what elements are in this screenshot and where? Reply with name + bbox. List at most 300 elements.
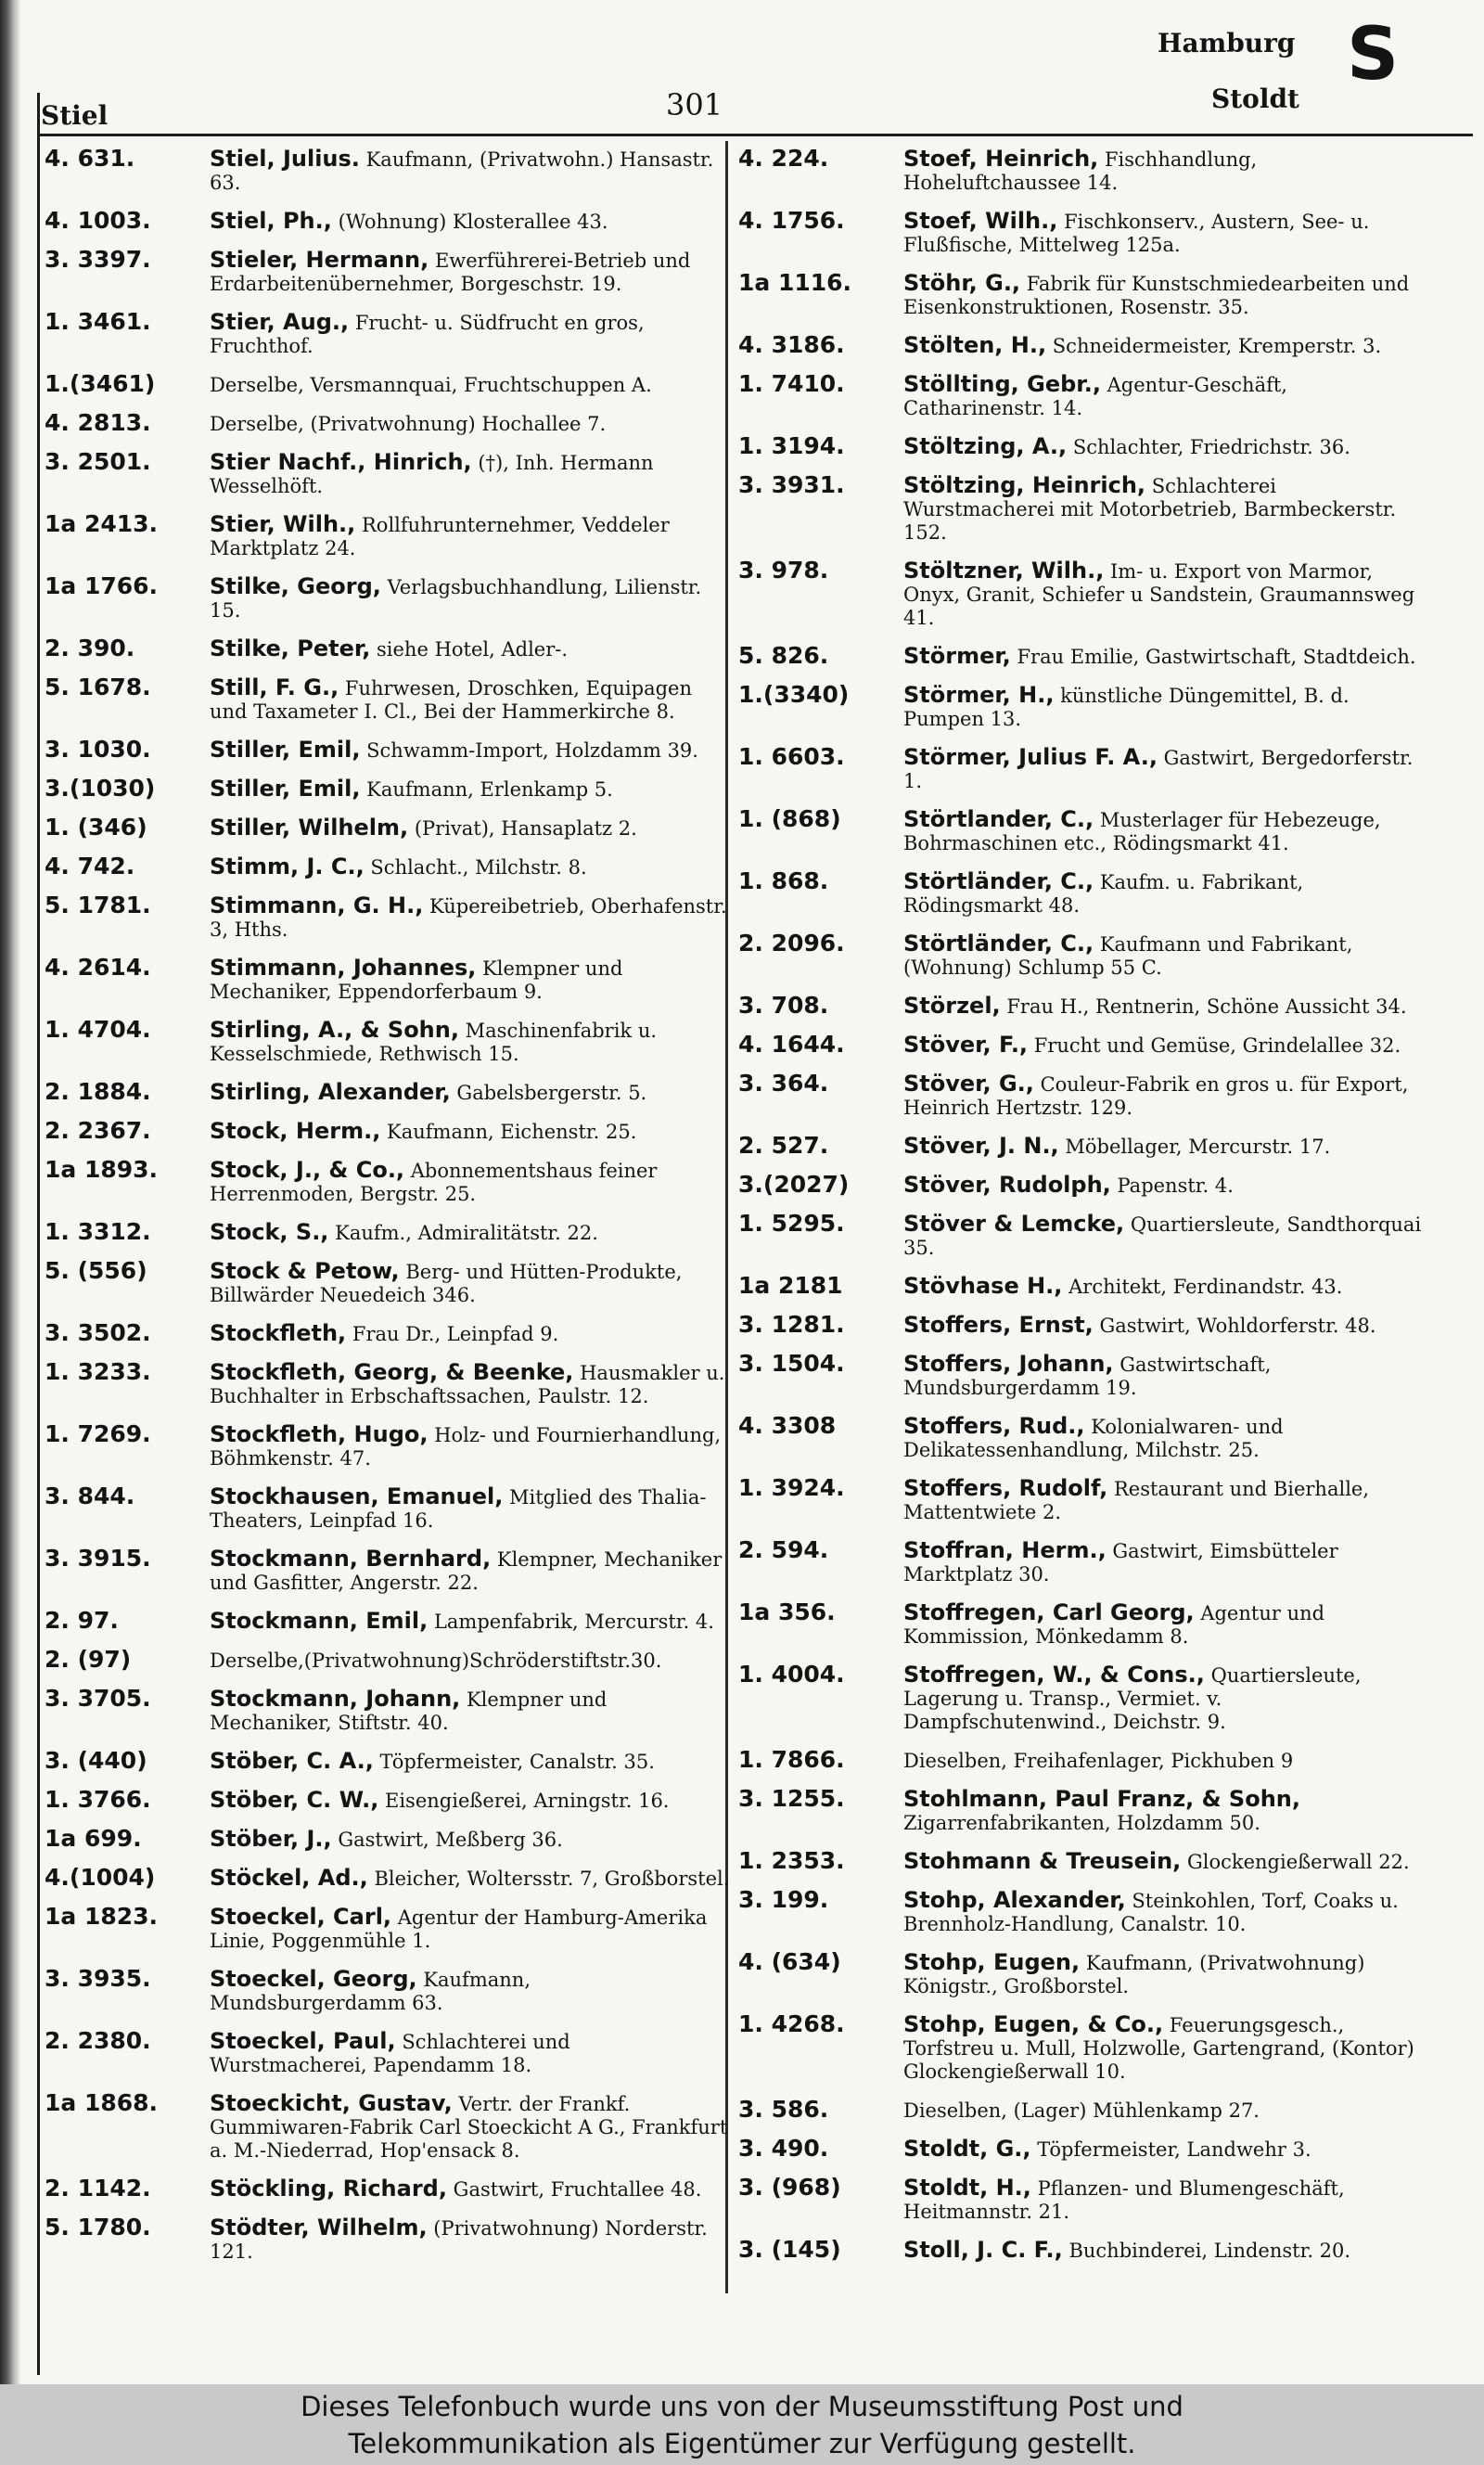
directory-entry [738,931,1425,980]
subscriber-details: Kaufm. u. Fabrikant, Rödingsmarkt 48. [903,871,1304,917]
subscriber-details: Couleur-Fabrik en gros u. für Export, Heinrich Hertzstr. 129. [903,1073,1409,1119]
directory-entry [738,1476,1425,1524]
phone-number: 1a 356. [738,1598,836,1625]
directory-entry [45,1259,731,1307]
phone-number: 4. 3308 [738,1412,837,1439]
subscriber-details: Kaufmann, Eichenstr. 25. [387,1121,637,1143]
subscriber-details: Fabrik für Kunstschmiedearbeiten und Eisenkonstruktionen, Rosenstr. 35. [903,273,1410,318]
subscriber-name: Stieler, Hermann, [210,247,429,273]
subscriber-details: (Privatwohnung) Norderstr. 121. [210,2217,708,2263]
phone-number: 1. 5295. [738,1210,845,1237]
directory-entry [738,1849,1425,1874]
subscriber-details: Derselbe, Versmannquai, Fruchtschuppen A. [210,374,652,396]
directory-entry [738,558,1425,630]
phone-number: 1. 6603. [738,743,845,770]
page-header [0,0,1484,139]
directory-entry [45,2215,731,2264]
phone-number: 1. 4268. [738,2010,845,2037]
directory-entry [45,815,731,841]
subscriber-details: Architekt, Ferdinandstr. 43. [1068,1276,1343,1298]
phone-number: 1. 3194. [738,432,845,459]
phone-number: 3. 1255. [738,1785,845,1812]
directory-entry [45,2091,731,2163]
phone-number: 3. 978. [738,557,829,584]
phone-number: 1. 7269. [45,1420,151,1447]
subscriber-details: Im- u. Export von Marmor, Onyx, Granit, Schiefer u Sandstein, Graumannsweg 41. [903,560,1415,629]
subscriber-details: Bleicher, Woltersstr. 7, Großborstel. [374,1868,730,1890]
phone-number: 1. 2353. [738,1847,845,1874]
subscriber-name: Stoef, Wilh., [903,208,1058,234]
phone-number: 1. 3924. [738,1474,845,1501]
phone-number: 4. (634) [738,1948,841,1975]
phone-number: 4. 2813. [45,409,151,436]
phone-number: 4. 2614. [45,954,151,981]
phone-number: 2. 594. [738,1536,829,1563]
directory-entry [45,574,731,623]
subscriber-name: Stockmann, Johann, [210,1686,461,1712]
subscriber-name: Stohp, Alexander, [903,1887,1126,1913]
subscriber-details: Dieselben, (Lager) Mühlenkamp 27. [903,2099,1260,2122]
directory-entry [45,1749,731,1774]
subscriber-name: Stöber, C. W., [210,1787,379,1813]
subscriber-details: Papenstr. 4. [1117,1175,1234,1197]
subscriber-name: Stoll, J. C. F., [903,2237,1063,2263]
directory-entry [738,1600,1425,1649]
subscriber-name: Stöber, J., [210,1826,332,1852]
subscriber-name: Stiel, Ph., [210,208,332,234]
phone-number: 3. 490. [738,2135,829,2162]
directory-entry [45,1360,731,1408]
subscriber-name: Stoffers, Rud., [903,1413,1085,1439]
subscriber-name: Stockhausen, Emanuel, [210,1483,504,1509]
subscriber-name: Stilke, Peter, [210,636,371,661]
subscriber-details: Kolonialwaren- und Delikatessenhandlung, Milchstr. 25. [903,1416,1284,1461]
subscriber-name: Stödter, Wilhelm, [210,2215,428,2240]
phone-number: 1. 3461. [45,308,151,335]
directory-entry [738,1134,1425,1159]
subscriber-details: Töpfermeister, Landwehr 3. [1037,2138,1311,2161]
subscriber-details: siehe Hotel, Adler-. [377,638,569,661]
phone-number: 3. 3397. [45,246,151,273]
directory-entry [738,1173,1425,1198]
subscriber-details: Frau H., Rentnerin, Schöne Aussicht 34. [1006,995,1407,1018]
subscriber-details: Vertr. der Frankf. Gummiwaren-Fabrik Carl Stoeckicht A G., Frankfurt a. M.-Niederrad, Hop'ensack 8. [210,2093,728,2162]
subscriber-details: Quartiersleute, Lagerung u. Transp., Vermiet. v. Dampfschutenwind., Deichstr. 9. [903,1664,1362,1733]
subscriber-details: Gastwirtschaft, Mundsburgerdamm 19. [903,1354,1272,1399]
subscriber-details: Agentur-Geschäft, Catharinenstr. 14. [903,374,1287,419]
subscriber-name: Störtlander, C., [903,806,1094,832]
subscriber-details: Schneidermeister, Kremperstr. 3. [1052,335,1382,357]
subscriber-details: Maschinenfabrik u. Kesselschmiede, Rethwisch 15. [210,1020,658,1065]
phone-number: 3. 1281. [738,1311,845,1338]
subscriber-name: Stöllting, Gebr., [903,371,1101,397]
right-column [738,147,1425,2277]
subscriber-details: Kaufmann, Erlenkamp 5. [366,778,613,801]
directory-entry [738,869,1425,918]
phone-number: 5. 826. [738,642,829,669]
directory-entry [738,2012,1425,2084]
subscriber-details: Frucht- u. Südfrucht en gros, Fruchthof. [210,312,645,357]
subscriber-name: Stockfleth, Hugo, [210,1421,429,1447]
subscriber-details: Verlagsbuchhandlung, Lilienstr. 15. [210,576,702,622]
subscriber-name: Stoffers, Johann, [903,1351,1114,1377]
subscriber-name: Stoeckel, Georg, [210,1966,417,1992]
subscriber-name: Stoef, Heinrich, [903,146,1099,172]
phone-number: 4. 742. [45,853,135,879]
subscriber-details: Küpereibetrieb, Oberhafenstr. 3, Hths. [210,895,727,941]
phone-number: 2. 1142. [45,2175,151,2202]
left-guide-word: Stiel [41,100,109,131]
subscriber-name: Störzel, [903,993,1001,1019]
subscriber-name: Stohp, Eugen, & Co., [903,2011,1164,2037]
phone-number: 3. 2501. [45,448,151,475]
subscriber-name: Stier Nachf., Hinrich, [210,449,472,475]
phone-number: 1a 699. [45,1825,142,1852]
subscriber-details: Gastwirt, Eimsbütteler Marktplatz 30. [903,1540,1338,1586]
subscriber-name: Stiller, Emil, [210,776,361,802]
directory-entry [738,1663,1425,1734]
directory-entry [45,675,731,724]
directory-entry [45,893,731,942]
subscriber-name: Stoffran, Herm., [903,1537,1107,1563]
subscriber-details: Agentur der Hamburg-Amerika Linie, Poggenmühle 1. [210,1907,708,1952]
phone-number: 5. 1678. [45,674,151,700]
subscriber-name: Stock, J., & Co., [210,1157,405,1183]
phone-number: 1. 4704. [45,1016,151,1043]
phone-number: 5. 1781. [45,892,151,918]
phone-number: 4. 631. [45,145,135,172]
phone-number: 1. (346) [45,814,147,841]
phone-number: 3. 708. [738,992,829,1019]
subscriber-name: Stoeckel, Paul, [210,2028,396,2054]
directory-entry [738,1950,1425,1998]
subscriber-name: Stimmann, G. H., [210,892,424,918]
directory-entry [45,738,731,763]
subscriber-details: Quartiersleute, Sandthorquai 35. [903,1213,1422,1259]
subscriber-name: Stiel, Julius. [210,146,360,172]
phone-number: 3. 364. [738,1070,829,1097]
subscriber-details: (Privat), Hansaplatz 2. [414,817,637,840]
subscriber-name: Stöltzner, Wilh., [903,558,1105,584]
phone-number: 3. 199. [738,1886,829,1913]
subscriber-name: Störmer, [903,643,1011,669]
directory-entry [45,2176,731,2202]
subscriber-name: Stöhr, G., [903,270,1021,296]
phone-number: 3. 1504. [738,1350,845,1377]
phone-number: 3. (968) [738,2174,841,2201]
phone-number: 4. 1756. [738,207,845,234]
subscriber-name: Stockfleth, Georg, & Beenke, [210,1359,574,1385]
phone-number: 3. 586. [738,2096,829,2123]
subscriber-details: Schlachterei und Wurstmacherei, Papendamm 18. [210,2031,570,2076]
subscriber-details: Gastwirt, Wohldorferstr. 48. [1099,1315,1376,1337]
subscriber-details: Musterlager für Hebezeuge, Bohrmaschinen etc., Rödingsmarkt 41. [903,809,1381,854]
subscriber-details: Frau Dr., Leinpfad 9. [352,1323,559,1345]
phone-number: 3. (145) [738,2236,841,2263]
phone-number: 2. 2096. [738,930,845,956]
phone-number: 1.(3340) [738,681,850,708]
directory-entry [738,209,1425,257]
subscriber-name: Stöckling, Richard, [210,2176,447,2202]
directory-entry [45,209,731,234]
phone-number: 2. 2380. [45,2027,151,2054]
subscriber-details: Ewerführerei-Betrieb und Erdarbeitenübernehmer, Borgeschstr. 19. [210,250,691,295]
phone-number: 3. 844. [45,1483,135,1509]
section-letter: S [1347,13,1400,96]
directory-entry [45,1080,731,1105]
subscriber-name: Stohp, Eugen, [903,1949,1081,1975]
subscriber-name: Stock, Herm., [210,1118,381,1144]
subscriber-name: Stoldt, G., [903,2136,1031,2162]
phone-number: 1. 7866. [738,1746,845,1773]
subscriber-name: Stöltzing, A., [903,433,1068,459]
directory-entry [45,248,731,296]
phone-number: 2. 390. [45,635,135,661]
header-rule [37,134,1473,136]
directory-entry [738,333,1425,358]
directory-entry [738,1212,1425,1260]
directory-entry [45,1321,731,1346]
phone-number: 1. 7410. [738,370,845,397]
subscriber-name: Stöver, F., [903,1032,1029,1058]
subscriber-details: (†), Inh. Hermann Wesselhöft. [210,452,654,497]
subscriber-name: Stirling, A., & Sohn, [210,1017,459,1043]
directory-entry [738,1414,1425,1462]
directory-entry [45,1905,731,1953]
subscriber-name: Stirling, Alexander, [210,1079,451,1105]
subscriber-name: Stöber, C. A., [210,1748,374,1774]
directory-entry [738,1787,1425,1835]
subscriber-name: Stöver, J. N., [903,1133,1059,1159]
subscriber-details: Derselbe,(Privatwohnung)Schröderstiftstr.30. [210,1650,662,1672]
directory-entry [45,1609,731,1634]
subscriber-name: Stoffers, Rudolf, [903,1475,1108,1501]
subscriber-details: Kaufm., Admiralitätstr. 22. [335,1222,598,1244]
subscriber-name: Stock & Petow, [210,1258,400,1284]
directory-entry [45,1648,731,1673]
subscriber-name: Stockfleth, [210,1320,347,1346]
subscriber-details: Möbellager, Mercurstr. 17. [1065,1136,1331,1158]
directory-entry [738,1888,1425,1936]
directory-entry [45,411,731,436]
directory-entry [738,2176,1425,2224]
phone-number: 1. 868. [738,867,829,894]
subscriber-details: Töpfermeister, Canalstr. 35. [379,1751,655,1773]
directory-entry [45,1220,731,1245]
subscriber-details: Glockengießerwall 22. [1186,1851,1410,1873]
subscriber-name: Stilke, Georg, [210,573,381,599]
subscriber-details: Schwamm-Import, Holzdamm 39. [366,739,698,762]
directory-entry [45,450,731,498]
phone-number: 4. 1644. [738,1031,845,1058]
subscriber-details: Restaurant und Bierhalle, Mattentwiete 2. [903,1478,1370,1523]
subscriber-name: Stoffregen, W., & Cons., [903,1662,1205,1688]
directory-entry [45,1119,731,1144]
directory-entry [738,147,1425,195]
directory-entry [45,1687,731,1735]
phone-number: 2. 97. [45,1607,119,1634]
directory-entry [738,683,1425,731]
subscriber-name: Stohmann & Treusein, [903,1848,1182,1874]
phone-number: 1a 1766. [45,572,159,599]
directory-entry [738,1538,1425,1586]
directory-entry [45,1788,731,1813]
subscriber-name: Stimmann, Johannes, [210,955,477,981]
subscriber-name: Stock, S., [210,1219,329,1245]
phone-number: 1a 1116. [738,269,852,296]
phone-number: 1. 3312. [45,1218,151,1245]
subscriber-details: Feuerungsgesch., Torfstreu u. Mull, Holzwolle, Gartengrand, (Kontor) Glockengießerwall 10. [903,2014,1414,2083]
phone-number: 3. 3915. [45,1545,151,1572]
subscriber-name: Störtländer, C., [903,931,1094,956]
directory-entry [45,1547,731,1595]
subscriber-details: Zigarrenfabrikanten, Holzdamm 50. [903,1812,1260,1834]
phone-number: 1. 3766. [45,1786,151,1813]
subscriber-details: Rollfuhrunternehmer, Veddeler Marktplatz 24. [210,514,670,559]
subscriber-details: Mitglied des Thalia-Theaters, Leinpfad 16. [210,1486,707,1532]
subscriber-name: Stövhase H., [903,1273,1063,1299]
phone-number: 3. 3931. [738,471,845,498]
subscriber-name: Stöver, Rudolph, [903,1172,1111,1198]
subscriber-details: Eisengießerei, Arningstr. 16. [385,1790,670,1812]
directory-entry [45,310,731,358]
subscriber-details: Dieselben, Freihafenlager, Pickhuben 9 [903,1750,1294,1772]
right-guide-word: Stoldt [1211,83,1299,114]
subscriber-details: Agentur und Kommission, Mönkedamm 8. [903,1602,1325,1648]
phone-number: 3.(2027) [738,1171,850,1198]
subscriber-name: Stohlmann, Paul Franz, & Sohn, [903,1786,1300,1812]
phone-number: 3. 1030. [45,736,151,763]
subscriber-details: Fischhandlung, Hoheluftchaussee 14. [903,148,1258,194]
phone-number: 1a 1823. [45,1903,159,1930]
subscriber-name: Stoffregen, Carl Georg, [903,1599,1195,1625]
phone-number: 2. 2367. [45,1117,151,1144]
phone-number: 3. 3502. [45,1319,151,1346]
phone-number: 1a 1893. [45,1156,159,1183]
subscriber-details: Klempner, Mechaniker und Gasfitter, Angerstr. 22. [210,1548,723,1594]
phone-number: 1.(3461) [45,370,156,397]
subscriber-name: Stöckel, Ad., [210,1865,368,1891]
phone-number: 1a 2181 [738,1272,843,1299]
footer-line-2: Telekommunikation als Eigentümer zur Verfügung gestellt. [348,2428,1136,2459]
subscriber-details: Fuhrwesen, Droschken, Equipagen und Taxameter I. Cl., Bei der Hammerkirche 8. [210,677,692,723]
subscriber-name: Stockmann, Bernhard, [210,1546,492,1572]
directory-entry [45,1827,731,1852]
phone-number: 1. 4004. [738,1661,845,1688]
subscriber-details: künstliche Düngemittel, B. d. Pumpen 13. [903,685,1350,730]
phone-number: 4. 1003. [45,207,151,234]
subscriber-details: Gastwirt, Meßberg 36. [338,1829,563,1851]
subscriber-details: Kaufmann und Fabrikant, (Wohnung) Schlump 55 C. [903,933,1353,979]
subscriber-details: Hausmakler u. Buchhalter in Erbschaftssachen, Paulstr. 12. [210,1362,725,1407]
subscriber-name: Stier, Wilh., [210,511,356,537]
phone-number: 4. 224. [738,145,829,172]
subscriber-name: Stöver & Lemcke, [903,1211,1125,1237]
subscriber-details: Kaufmann, (Privatwohn.) Hansastr. 63. [210,148,714,194]
phone-number: 1a 1868. [45,2089,159,2116]
directory-entry [45,777,731,802]
phone-number: 4. 3186. [738,331,845,358]
directory-entry [45,956,731,1004]
directory-entry [45,1484,731,1533]
subscriber-name: Stöltzing, Heinrich, [903,472,1146,498]
directory-entry [738,434,1425,459]
page-binding-edge [0,0,20,2384]
phone-number: 1a 2413. [45,510,159,537]
directory-entry [738,1072,1425,1120]
phone-number: 3. 3705. [45,1685,151,1712]
subscriber-details: Klempner und Mechaniker, Stiftstr. 40. [210,1688,608,1734]
subscriber-details: Steinkohlen, Torf, Coaks u. Brennholz-Handlung, Canalstr. 10. [903,1890,1399,1935]
subscriber-name: Stoldt, H., [903,2175,1031,2201]
directory-entry [45,636,731,661]
subscriber-details: Fischkonserv., Austern, See- u. Flußfische, Mittelweg 125a. [903,211,1370,256]
directory-entry [45,1866,731,1891]
subscriber-name: Stöver, G., [903,1071,1034,1097]
city-name: Hamburg [1158,28,1296,58]
subscriber-name: Stoeckicht, Gustav, [210,2090,453,2116]
subscriber-name: Stoeckel, Carl, [210,1904,392,1930]
subscriber-details: (Wohnung) Klosterallee 43. [338,211,608,233]
subscriber-name: Störtländer, C., [903,868,1094,894]
subscriber-name: Störmer, Julius F. A., [903,744,1158,770]
directory-entry [738,2238,1425,2263]
subscriber-name: Stoffers, Ernst, [903,1312,1094,1338]
directory-entry [738,271,1425,319]
subscriber-details: Klempner und Mechaniker, Eppendorferbaum 9. [210,957,623,1003]
directory-entry [45,854,731,879]
subscriber-details: Abonnementshaus feiner Herrenmoden, Bergstr. 25. [210,1160,658,1205]
directory-entry [738,372,1425,420]
left-column [45,147,731,2278]
phone-number: 2. (97) [45,1646,132,1673]
directory-entry [45,147,731,195]
subscriber-details: Buchbinderei, Lindenstr. 20. [1068,2240,1351,2262]
phone-number: 3.(1030) [45,775,156,802]
directory-entry [738,994,1425,1019]
subscriber-details: Kaufmann, (Privatwohnung) Königstr., Großborstel. [903,1952,1365,1997]
directory-entry [738,745,1425,793]
subscriber-name: Still, F. G., [210,674,339,700]
directory-entry [738,1274,1425,1299]
directory-entry [45,1422,731,1470]
directory-entry [738,644,1425,669]
subscriber-details: Derselbe, (Privatwohnung) Hochallee 7. [210,413,607,435]
subscriber-details: Schlachterei Wurstmacherei mit Motorbetrieb, Barmbeckerstr. 152. [903,475,1397,544]
directory-entry [738,1748,1425,1773]
phone-number: 1. 3233. [45,1358,151,1385]
phone-number: 3. (440) [45,1747,147,1774]
directory-entry [45,512,731,560]
footer-line-1: Dieses Telefonbuch wurde uns von der Museumsstiftung Post und [301,2391,1183,2422]
directory-entry [45,1967,731,2015]
subscriber-details: Schlachter, Friedrichstr. 36. [1072,436,1350,458]
subscriber-details: Holz- und Fournierhandlung, Böhmkenstr. 47. [210,1424,722,1470]
subscriber-name: Stiller, Wilhelm, [210,815,409,841]
phone-number: 2. 1884. [45,1078,151,1105]
subscriber-details: Gastwirt, Fruchtallee 48. [453,2178,702,2201]
directory-entry [738,2137,1425,2162]
subscriber-details: Frau Emilie, Gastwirtschaft, Stadtdeich. [1017,646,1416,668]
directory-entry [738,473,1425,545]
directory-entry [738,1313,1425,1338]
directory-entry [738,1033,1425,1058]
phone-number: 5. 1780. [45,2214,151,2240]
subscriber-details: Berg- und Hütten-Produkte, Billwärder Neuedeich 346. [210,1261,683,1306]
subscriber-details: Frucht und Gemüse, Grindelallee 32. [1033,1034,1401,1057]
phone-number: 3. 3935. [45,1965,151,1992]
directory-entry [45,372,731,397]
